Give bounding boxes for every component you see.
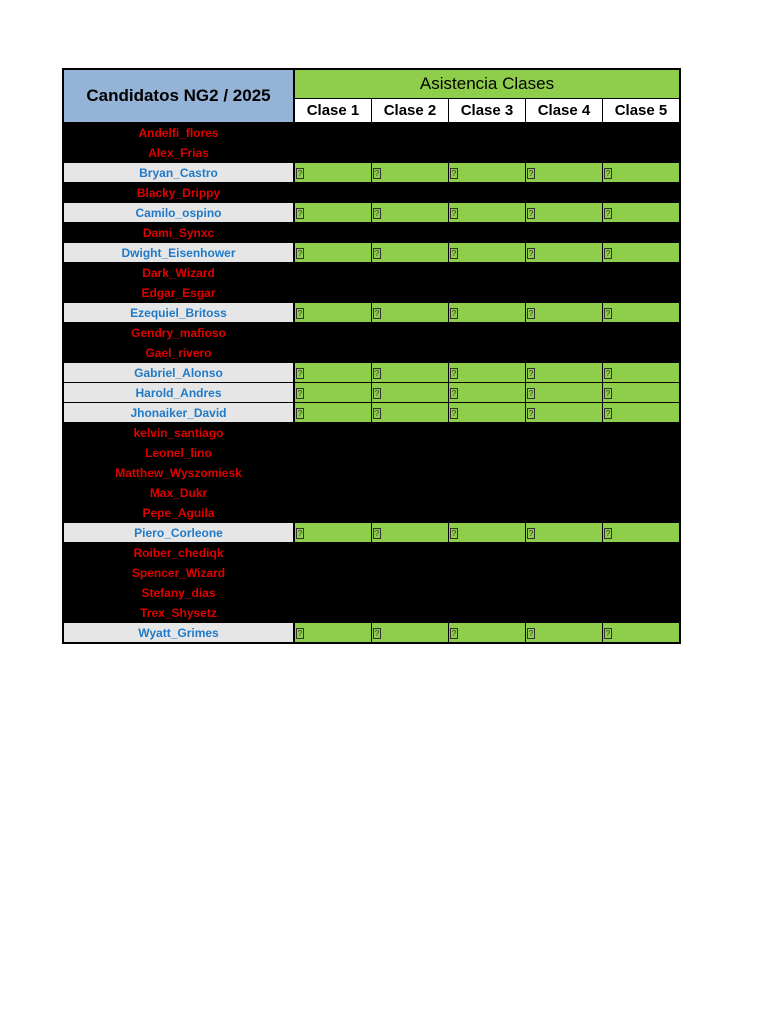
- column-header-clase-4[interactable]: Clase 4: [526, 98, 603, 122]
- attendance-cell[interactable]: [372, 383, 449, 403]
- attendance-cell[interactable]: [449, 543, 526, 563]
- candidate-row: [63, 343, 680, 363]
- attendance-cell[interactable]: [449, 483, 526, 503]
- candidate-name-cell[interactable]: Roiber_chediqk: [63, 543, 294, 563]
- attendance-cell[interactable]: [294, 243, 372, 263]
- attendance-cell[interactable]: [294, 403, 372, 423]
- sheet-title[interactable]: Candidatos NG2 / 2025: [63, 69, 294, 123]
- attendance-cell[interactable]: [526, 143, 603, 163]
- candidate-row: [63, 383, 680, 403]
- attendance-cell[interactable]: [603, 423, 681, 443]
- missing-glyph-icon: ?: [528, 169, 534, 178]
- attendance-cell[interactable]: [449, 123, 526, 143]
- attendance-cell[interactable]: [526, 263, 603, 283]
- attendance-cell[interactable]: [603, 583, 681, 603]
- candidate-row: [63, 363, 680, 383]
- attendance-cell[interactable]: [372, 403, 449, 423]
- candidate-name-cell[interactable]: Dark_Wizard: [63, 263, 294, 283]
- attendance-cell[interactable]: [526, 343, 603, 363]
- missing-glyph-icon: ?: [297, 369, 303, 378]
- missing-glyph-icon: ?: [374, 529, 380, 538]
- attendance-cell[interactable]: [603, 403, 681, 423]
- attendance-cell[interactable]: [526, 183, 603, 203]
- missing-glyph-icon: ?: [605, 369, 611, 378]
- missing-glyph-icon: ?: [605, 389, 611, 398]
- attendance-cell[interactable]: [526, 363, 603, 383]
- attendance-cell[interactable]: [449, 183, 526, 203]
- attendance-cell[interactable]: [603, 183, 681, 203]
- missing-glyph-icon: ?: [297, 169, 303, 178]
- candidate-row: [63, 563, 680, 583]
- candidate-name-cell[interactable]: Ezequiel_Britoss: [63, 303, 294, 323]
- candidate-name-cell[interactable]: Max_Dukr: [63, 483, 294, 503]
- attendance-cell[interactable]: [294, 483, 372, 503]
- candidate-name-cell[interactable]: Leonel_lino: [63, 443, 294, 463]
- attendance-cell[interactable]: [294, 523, 372, 543]
- candidate-row: [63, 243, 680, 263]
- attendance-cell[interactable]: [526, 163, 603, 183]
- attendance-cell[interactable]: [603, 603, 681, 623]
- attendance-cell[interactable]: [449, 583, 526, 603]
- missing-glyph-icon: ?: [451, 309, 457, 318]
- missing-glyph-icon: ?: [605, 249, 611, 258]
- attendance-cell[interactable]: [526, 403, 603, 423]
- missing-glyph-icon: ?: [374, 369, 380, 378]
- missing-glyph-icon: ?: [451, 369, 457, 378]
- attendance-cell[interactable]: [603, 303, 681, 323]
- attendance-cell[interactable]: [294, 283, 372, 303]
- missing-glyph-icon: ?: [451, 209, 457, 218]
- missing-glyph-icon: ?: [374, 209, 380, 218]
- attendance-cell[interactable]: [449, 263, 526, 283]
- candidate-row: [63, 483, 680, 503]
- attendance-cell[interactable]: [294, 203, 372, 223]
- candidate-row: [63, 443, 680, 463]
- attendance-cell[interactable]: [294, 603, 372, 623]
- candidate-row: [63, 263, 680, 283]
- attendance-cell[interactable]: [526, 623, 603, 644]
- attendance-cell[interactable]: [526, 223, 603, 243]
- missing-glyph-icon: ?: [451, 389, 457, 398]
- candidate-name-cell[interactable]: Gael_rivero: [63, 343, 294, 363]
- attendance-cell[interactable]: [372, 283, 449, 303]
- attendance-table: [62, 68, 681, 644]
- missing-glyph-icon: ?: [297, 629, 303, 638]
- attendance-cell[interactable]: [603, 563, 681, 583]
- missing-glyph-icon: ?: [451, 629, 457, 638]
- attendance-cell[interactable]: [526, 603, 603, 623]
- missing-glyph-icon: ?: [605, 409, 611, 418]
- attendance-cell[interactable]: [294, 343, 372, 363]
- missing-glyph-icon: ?: [297, 389, 303, 398]
- candidate-name-cell[interactable]: Piero_Corleone: [63, 523, 294, 543]
- attendance-cell[interactable]: [603, 223, 681, 243]
- attendance-cell[interactable]: [294, 263, 372, 283]
- attendance-cell[interactable]: [526, 463, 603, 483]
- missing-glyph-icon: ?: [605, 209, 611, 218]
- missing-glyph-icon: ?: [297, 409, 303, 418]
- attendance-cell[interactable]: [372, 123, 449, 143]
- attendance-cell[interactable]: [449, 443, 526, 463]
- column-header-clase-2[interactable]: Clase 2: [372, 98, 449, 122]
- missing-glyph-icon: ?: [605, 629, 611, 638]
- missing-glyph-icon: ?: [451, 409, 457, 418]
- attendance-cell[interactable]: [372, 183, 449, 203]
- candidate-row: [63, 163, 680, 183]
- attendance-cell[interactable]: [526, 383, 603, 403]
- candidate-name-cell[interactable]: Gabriel_Alonso: [63, 363, 294, 383]
- attendance-cell[interactable]: [526, 563, 603, 583]
- candidate-name-cell[interactable]: Andelfi_flores: [63, 123, 294, 143]
- missing-glyph-icon: ?: [605, 169, 611, 178]
- attendance-cell[interactable]: [294, 583, 372, 603]
- attendance-cell[interactable]: [526, 203, 603, 223]
- candidate-row: [63, 543, 680, 563]
- attendance-cell[interactable]: [294, 443, 372, 463]
- attendance-cell[interactable]: [526, 243, 603, 263]
- candidate-name-cell[interactable]: Dwight_Eisenhower: [63, 243, 294, 263]
- attendance-cell[interactable]: [372, 363, 449, 383]
- attendance-cell[interactable]: [372, 163, 449, 183]
- missing-glyph-icon: ?: [528, 249, 534, 258]
- candidate-name-cell[interactable]: Edgar_Esgar: [63, 283, 294, 303]
- attendance-cell[interactable]: [294, 123, 372, 143]
- missing-glyph-icon: ?: [374, 389, 380, 398]
- attendance-cell[interactable]: [372, 543, 449, 563]
- candidate-row: [63, 503, 680, 523]
- attendance-cell[interactable]: [294, 543, 372, 563]
- attendance-cell[interactable]: [372, 463, 449, 483]
- missing-glyph-icon: ?: [528, 409, 534, 418]
- attendance-cell[interactable]: [372, 423, 449, 443]
- missing-glyph-icon: ?: [374, 309, 380, 318]
- attendance-table-body: [63, 69, 680, 643]
- attendance-cell[interactable]: [449, 383, 526, 403]
- column-header-clase-1[interactable]: Clase 1: [294, 98, 372, 122]
- attendance-cell[interactable]: [526, 503, 603, 523]
- missing-glyph-icon: ?: [297, 309, 303, 318]
- candidate-row: [63, 143, 680, 163]
- candidate-row: [63, 423, 680, 443]
- attendance-cell[interactable]: [294, 303, 372, 323]
- attendance-cell[interactable]: [449, 343, 526, 363]
- missing-glyph-icon: ?: [451, 169, 457, 178]
- attendance-cell[interactable]: [526, 123, 603, 143]
- candidate-name-cell[interactable]: Alex_Frias: [63, 143, 294, 163]
- column-header-clase-5[interactable]: Clase 5: [603, 98, 681, 122]
- candidate-name-cell[interactable]: kelvin_santiago: [63, 423, 294, 443]
- attendance-cell[interactable]: [449, 163, 526, 183]
- attendance-cell[interactable]: [449, 623, 526, 644]
- candidate-row: [63, 123, 680, 143]
- candidate-row: [63, 223, 680, 243]
- attendance-cell[interactable]: [449, 503, 526, 523]
- attendance-cell[interactable]: [603, 343, 681, 363]
- missing-glyph-icon: ?: [297, 209, 303, 218]
- attendance-cell[interactable]: [526, 483, 603, 503]
- missing-glyph-icon: ?: [528, 629, 534, 638]
- attendance-cell[interactable]: [603, 503, 681, 523]
- candidate-row: [63, 183, 680, 203]
- candidate-name-cell[interactable]: Pepe_Aguila: [63, 503, 294, 523]
- group-header[interactable]: Asistencia Clases: [294, 69, 680, 98]
- attendance-cell[interactable]: [294, 563, 372, 583]
- attendance-cell[interactable]: [603, 123, 681, 143]
- attendance-cell[interactable]: [372, 563, 449, 583]
- attendance-cell[interactable]: [449, 463, 526, 483]
- attendance-cell[interactable]: [449, 363, 526, 383]
- missing-glyph-icon: ?: [374, 169, 380, 178]
- attendance-cell[interactable]: [603, 363, 681, 383]
- attendance-cell[interactable]: [603, 523, 681, 543]
- attendance-cell[interactable]: [372, 623, 449, 644]
- attendance-cell[interactable]: [603, 443, 681, 463]
- attendance-cell[interactable]: [372, 143, 449, 163]
- attendance-cell[interactable]: [603, 143, 681, 163]
- attendance-cell[interactable]: [526, 443, 603, 463]
- attendance-cell[interactable]: [449, 403, 526, 423]
- candidate-row: [63, 523, 680, 543]
- attendance-cell[interactable]: [294, 623, 372, 644]
- attendance-cell[interactable]: [603, 283, 681, 303]
- attendance-cell[interactable]: [449, 243, 526, 263]
- candidate-name-cell[interactable]: Stefany_dias: [63, 583, 294, 603]
- attendance-cell[interactable]: [449, 283, 526, 303]
- attendance-cell[interactable]: [372, 203, 449, 223]
- column-header-clase-3[interactable]: Clase 3: [449, 98, 526, 122]
- candidate-row: [63, 463, 680, 483]
- missing-glyph-icon: ?: [374, 249, 380, 258]
- missing-glyph-icon: ?: [451, 249, 457, 258]
- attendance-cell[interactable]: [526, 583, 603, 603]
- attendance-cell[interactable]: [294, 163, 372, 183]
- missing-glyph-icon: ?: [528, 529, 534, 538]
- attendance-cell[interactable]: [603, 243, 681, 263]
- candidate-row: [63, 603, 680, 623]
- attendance-cell[interactable]: [372, 343, 449, 363]
- attendance-cell[interactable]: [294, 383, 372, 403]
- candidate-name-cell[interactable]: Spencer_Wizard: [63, 563, 294, 583]
- attendance-cell[interactable]: [372, 523, 449, 543]
- attendance-cell[interactable]: [449, 423, 526, 443]
- missing-glyph-icon: ?: [528, 209, 534, 218]
- candidate-name-cell[interactable]: Harold_Andres: [63, 383, 294, 403]
- candidate-row: [63, 283, 680, 303]
- candidate-name-cell[interactable]: Trex_Shysetz: [63, 603, 294, 623]
- attendance-cell[interactable]: [372, 243, 449, 263]
- missing-glyph-icon: ?: [528, 389, 534, 398]
- attendance-cell[interactable]: [449, 523, 526, 543]
- candidate-row: [63, 583, 680, 603]
- attendance-cell[interactable]: [603, 263, 681, 283]
- missing-glyph-icon: ?: [374, 629, 380, 638]
- attendance-cell[interactable]: [526, 323, 603, 343]
- candidate-name-cell[interactable]: Camilo_ospino: [63, 203, 294, 223]
- attendance-cell[interactable]: [294, 183, 372, 203]
- attendance-cell[interactable]: [449, 223, 526, 243]
- candidate-name-cell[interactable]: Bryan_Castro: [63, 163, 294, 183]
- attendance-cell[interactable]: [372, 223, 449, 243]
- attendance-cell[interactable]: [372, 263, 449, 283]
- attendance-cell[interactable]: [526, 423, 603, 443]
- missing-glyph-icon: ?: [528, 309, 534, 318]
- attendance-cell[interactable]: [526, 523, 603, 543]
- attendance-cell[interactable]: [449, 203, 526, 223]
- missing-glyph-icon: ?: [297, 249, 303, 258]
- candidate-name-cell[interactable]: Matthew_Wyszomiesk: [63, 463, 294, 483]
- attendance-cell[interactable]: [372, 503, 449, 523]
- attendance-cell[interactable]: [372, 443, 449, 463]
- candidate-row: [63, 203, 680, 223]
- attendance-cell[interactable]: [526, 303, 603, 323]
- candidate-row: [63, 323, 680, 343]
- missing-glyph-icon: ?: [528, 369, 534, 378]
- header-row-1: [63, 69, 680, 98]
- attendance-cell[interactable]: [603, 483, 681, 503]
- attendance-cell[interactable]: [449, 143, 526, 163]
- attendance-cell[interactable]: [603, 163, 681, 183]
- candidate-row: [63, 403, 680, 423]
- attendance-cell[interactable]: [372, 303, 449, 323]
- attendance-cell[interactable]: [449, 323, 526, 343]
- attendance-cell[interactable]: [449, 303, 526, 323]
- attendance-cell[interactable]: [603, 383, 681, 403]
- attendance-cell[interactable]: [294, 503, 372, 523]
- candidate-row: [63, 303, 680, 323]
- candidate-name-cell[interactable]: Blacky_Drippy: [63, 183, 294, 203]
- attendance-cell[interactable]: [294, 143, 372, 163]
- attendance-cell[interactable]: [294, 323, 372, 343]
- attendance-cell[interactable]: [603, 623, 681, 644]
- attendance-cell[interactable]: [294, 423, 372, 443]
- attendance-cell[interactable]: [294, 363, 372, 383]
- missing-glyph-icon: ?: [297, 529, 303, 538]
- attendance-cell[interactable]: [526, 283, 603, 303]
- candidate-name-cell[interactable]: Gendry_mafioso: [63, 323, 294, 343]
- attendance-cell[interactable]: [372, 603, 449, 623]
- missing-glyph-icon: ?: [605, 309, 611, 318]
- missing-glyph-icon: ?: [451, 529, 457, 538]
- attendance-cell[interactable]: [603, 543, 681, 563]
- missing-glyph-icon: ?: [374, 409, 380, 418]
- candidate-name-cell[interactable]: Jhonaiker_David: [63, 403, 294, 423]
- candidate-row: [63, 623, 680, 644]
- attendance-cell[interactable]: [294, 223, 372, 243]
- attendance-cell[interactable]: [449, 563, 526, 583]
- attendance-cell[interactable]: [526, 543, 603, 563]
- attendance-cell[interactable]: [372, 483, 449, 503]
- attendance-cell[interactable]: [372, 323, 449, 343]
- candidate-name-cell[interactable]: Dami_Synxc: [63, 223, 294, 243]
- attendance-cell[interactable]: [603, 463, 681, 483]
- attendance-cell[interactable]: [294, 463, 372, 483]
- attendance-cell[interactable]: [603, 323, 681, 343]
- candidate-name-cell[interactable]: Wyatt_Grimes: [63, 623, 294, 644]
- attendance-cell[interactable]: [372, 583, 449, 603]
- attendance-cell[interactable]: [603, 203, 681, 223]
- attendance-cell[interactable]: [449, 603, 526, 623]
- missing-glyph-icon: ?: [605, 529, 611, 538]
